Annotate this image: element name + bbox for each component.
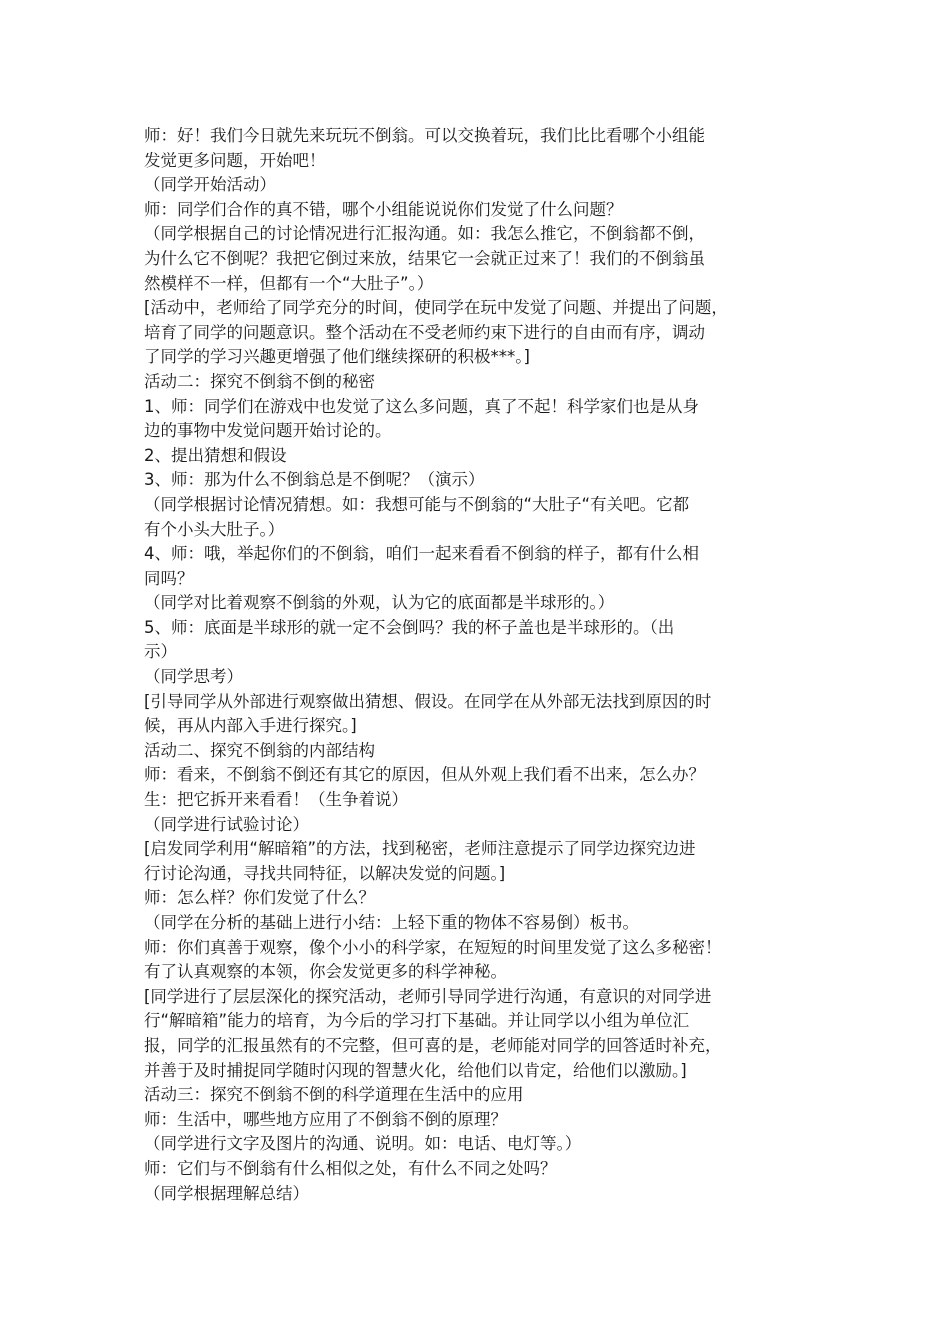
text-line: （同学根据讨论情况猜想。如：我想可能与不倒翁的“大肚子“有关吧。它都 bbox=[144, 494, 690, 514]
text-line: （同学在分析的基础上进行小结：上轻下重的物体不容易倒）板书。 bbox=[144, 913, 639, 932]
text-line: 并善于及时捕捉同学随时闪现的智慧火化，给他们以肯定，给他们以激励。] bbox=[144, 1060, 687, 1080]
text-line: 培育了同学的问题意识。整个活动在不受老师约束下进行的自由而有序，调动 bbox=[144, 322, 705, 342]
text-line: 行“解暗箱”能力的培育，为今后的学习打下基础。并让同学以小组为单位汇 bbox=[144, 1011, 690, 1031]
text-line: 了同学的学习兴趣更增强了他们继续探研的积极***。] bbox=[144, 347, 530, 367]
text-line: 5、师：底面是半球形的就一定不会倒吗？我的杯子盖也是半球形的。（出 bbox=[144, 617, 675, 637]
text-line: 候，再从内部入手进行探究。] bbox=[144, 716, 357, 736]
text-line: （同学开始活动） bbox=[144, 175, 276, 195]
text-line: [启发同学利用“解暗箱”的方法，找到秘密，老师注意提示了同学边探究边进 bbox=[144, 839, 696, 859]
text-line: 报，同学的汇报虽然有的不完整，但可喜的是，老师能对同学的回答适时补充， bbox=[144, 1035, 722, 1055]
text-line: （同学根据自己的讨论情况进行汇报沟通。如：我怎么推它，不倒翁都不倒， bbox=[144, 224, 705, 244]
text-line: （同学进行文字及图片的沟通、说明。如：电话、电灯等。） bbox=[144, 1134, 582, 1154]
text-line: 师：你们真善于观察，像个小小的科学家，在短短的时间里发觉了这么多秘密！ bbox=[144, 937, 722, 957]
text-line: 同吗？ bbox=[144, 568, 194, 588]
document-body bbox=[144, 124, 816, 1206]
text-line: 示） bbox=[144, 642, 177, 662]
text-line: 师：怎么样？你们发觉了什么？ bbox=[144, 888, 375, 908]
text-line: 2、提出猜想和假设 bbox=[144, 445, 287, 465]
text-line: 为什么它不倒呢？我把它倒过来放，结果它一会就正过来了！我们的不倒翁虽 bbox=[144, 248, 705, 268]
text-line: （同学思考） bbox=[144, 667, 243, 687]
section-heading: 活动二：探究不倒翁不倒的秘密 bbox=[144, 371, 375, 391]
section-heading: 活动二、探究不倒翁的内部结构 bbox=[144, 740, 375, 760]
text-line: 师：好！我们今日就先来玩玩不倒翁。可以交换着玩，我们比比看哪个小组能 bbox=[144, 126, 705, 145]
text-line: 有个小头大肚子。） bbox=[144, 519, 285, 539]
text-line: （同学进行试验讨论） bbox=[144, 814, 309, 834]
text-line: 行讨论沟通，寻找共同特征，以解决发觉的问题。] bbox=[144, 863, 506, 883]
text-line: （同学根据理解总结） bbox=[144, 1183, 309, 1203]
text-line: （同学对比着观察不倒翁的外观，认为它的底面都是半球形的。） bbox=[144, 593, 615, 613]
text-line: 师：同学们合作的真不错，哪个小组能说说你们发觉了什么问题？ bbox=[144, 199, 623, 219]
text-line: 师：它们与不倒翁有什么相似之处，有什么不同之处吗？ bbox=[144, 1158, 557, 1178]
text-line: 然模样不一样，但都有一个“大肚子”。） bbox=[144, 273, 434, 293]
text-line: 师：生活中，哪些地方应用了不倒翁不倒的原理？ bbox=[144, 1109, 507, 1129]
text-line: 3、师：那为什么不倒翁总是不倒呢？（演示） bbox=[144, 470, 485, 490]
section-heading: 活动三：探究不倒翁不倒的科学道理在生活中的应用 bbox=[144, 1085, 524, 1105]
text-line: 1、师：同学们在游戏中也发觉了这么多问题，真了不起！科学家们也是从身 bbox=[144, 396, 699, 416]
text-line: 师：看来，不倒翁不倒还有其它的原因，但从外观上我们看不出来，怎么办？ bbox=[144, 765, 705, 785]
text-line: [活动中，老师给了同学充分的时间，使同学在玩中发觉了问题、并提出了问题， bbox=[144, 298, 728, 318]
text-line: 生：把它拆开来看看！（生争着说） bbox=[144, 790, 408, 810]
text-line: 边的事物中发觉问题开始讨论的。 bbox=[144, 421, 392, 441]
text-line: 发觉更多问题，开始吧！ bbox=[144, 150, 326, 170]
text-line: [引导同学从外部进行观察做出猜想、假设。在同学在从外部无法找到原因的时 bbox=[144, 691, 712, 711]
text-line: 有了认真观察的本领，你会发觉更多的科学神秘。 bbox=[144, 962, 507, 982]
text-line: 4、师：哦，举起你们的不倒翁，咱们一起来看看不倒翁的样子，都有什么相 bbox=[144, 544, 699, 564]
text-line: [同学进行了层层深化的探究活动，老师引导同学进行沟通，有意识的对同学进 bbox=[144, 986, 712, 1006]
